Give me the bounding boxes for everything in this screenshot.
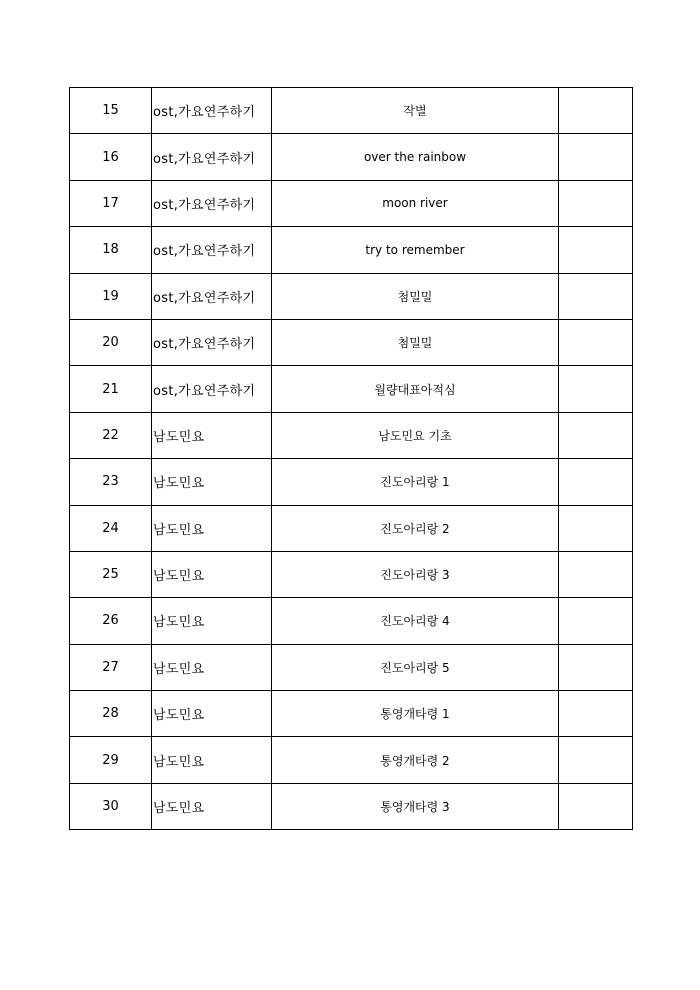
row-title-cell: 월량대표아적심 <box>272 366 559 412</box>
row-number-cell: 26 <box>70 598 152 644</box>
row-number-cell: 20 <box>70 319 152 365</box>
table-body <box>70 88 633 830</box>
row-note-cell <box>559 598 633 644</box>
row-title-cell: 진도아리랑 2 <box>272 505 559 551</box>
table-row <box>70 319 633 365</box>
row-title-cell: 진도아리랑 4 <box>272 598 559 644</box>
table-row <box>70 783 633 829</box>
row-category-cell: 남도민요 <box>152 737 272 783</box>
row-title-cell: 통영개타령 3 <box>272 783 559 829</box>
row-note-cell <box>559 180 633 226</box>
row-title-cell: try to remember <box>272 227 559 273</box>
row-category-cell: ost,가요연주하기 <box>152 319 272 365</box>
row-number-cell: 18 <box>70 227 152 273</box>
row-note-cell <box>559 88 633 134</box>
row-title-cell: 통영개타령 2 <box>272 737 559 783</box>
table-row <box>70 134 633 180</box>
table-row <box>70 227 633 273</box>
row-note-cell <box>559 737 633 783</box>
row-category-cell: ost,가요연주하기 <box>152 88 272 134</box>
curriculum-table <box>69 87 633 830</box>
row-title-cell: 통영개타령 1 <box>272 691 559 737</box>
table-row <box>70 273 633 319</box>
row-note-cell <box>559 783 633 829</box>
table-row <box>70 180 633 226</box>
table-row <box>70 737 633 783</box>
row-number-cell: 29 <box>70 737 152 783</box>
table-row <box>70 412 633 458</box>
row-category-cell: 남도민요 <box>152 412 272 458</box>
row-note-cell <box>559 691 633 737</box>
row-category-cell: 남도민요 <box>152 783 272 829</box>
row-title-cell: 진도아리랑 1 <box>272 459 559 505</box>
row-title-cell: moon river <box>272 180 559 226</box>
row-number-cell: 15 <box>70 88 152 134</box>
row-number-cell: 22 <box>70 412 152 458</box>
row-category-cell: ost,가요연주하기 <box>152 134 272 180</box>
row-title-cell: 진도아리랑 5 <box>272 644 559 690</box>
row-category-cell: 남도민요 <box>152 691 272 737</box>
row-note-cell <box>559 459 633 505</box>
row-number-cell: 24 <box>70 505 152 551</box>
row-title-cell: over the rainbow <box>272 134 559 180</box>
row-category-cell: 남도민요 <box>152 551 272 597</box>
row-note-cell <box>559 644 633 690</box>
row-number-cell: 30 <box>70 783 152 829</box>
row-category-cell: ost,가요연주하기 <box>152 227 272 273</box>
table-row <box>70 88 633 134</box>
table-row <box>70 459 633 505</box>
row-category-cell: 남도민요 <box>152 459 272 505</box>
row-number-cell: 19 <box>70 273 152 319</box>
row-number-cell: 23 <box>70 459 152 505</box>
row-category-cell: ost,가요연주하기 <box>152 273 272 319</box>
table-row <box>70 505 633 551</box>
row-note-cell <box>559 366 633 412</box>
row-category-cell: 남도민요 <box>152 505 272 551</box>
row-title-cell: 첨밀밀 <box>272 273 559 319</box>
row-category-cell: ost,가요연주하기 <box>152 366 272 412</box>
row-note-cell <box>559 412 633 458</box>
row-note-cell <box>559 551 633 597</box>
row-number-cell: 17 <box>70 180 152 226</box>
table-row <box>70 366 633 412</box>
row-number-cell: 27 <box>70 644 152 690</box>
row-title-cell: 남도민요 기초 <box>272 412 559 458</box>
row-number-cell: 16 <box>70 134 152 180</box>
row-title-cell: 첨밀밀 <box>272 319 559 365</box>
row-category-cell: ost,가요연주하기 <box>152 180 272 226</box>
table-row <box>70 551 633 597</box>
table-row <box>70 598 633 644</box>
row-note-cell <box>559 134 633 180</box>
row-note-cell <box>559 273 633 319</box>
row-title-cell: 진도아리랑 3 <box>272 551 559 597</box>
row-number-cell: 28 <box>70 691 152 737</box>
table-row <box>70 644 633 690</box>
row-category-cell: 남도민요 <box>152 598 272 644</box>
table-row <box>70 691 633 737</box>
row-note-cell <box>559 319 633 365</box>
row-title-cell: 작별 <box>272 88 559 134</box>
row-note-cell <box>559 505 633 551</box>
row-number-cell: 25 <box>70 551 152 597</box>
row-category-cell: 남도민요 <box>152 644 272 690</box>
row-number-cell: 21 <box>70 366 152 412</box>
row-note-cell <box>559 227 633 273</box>
